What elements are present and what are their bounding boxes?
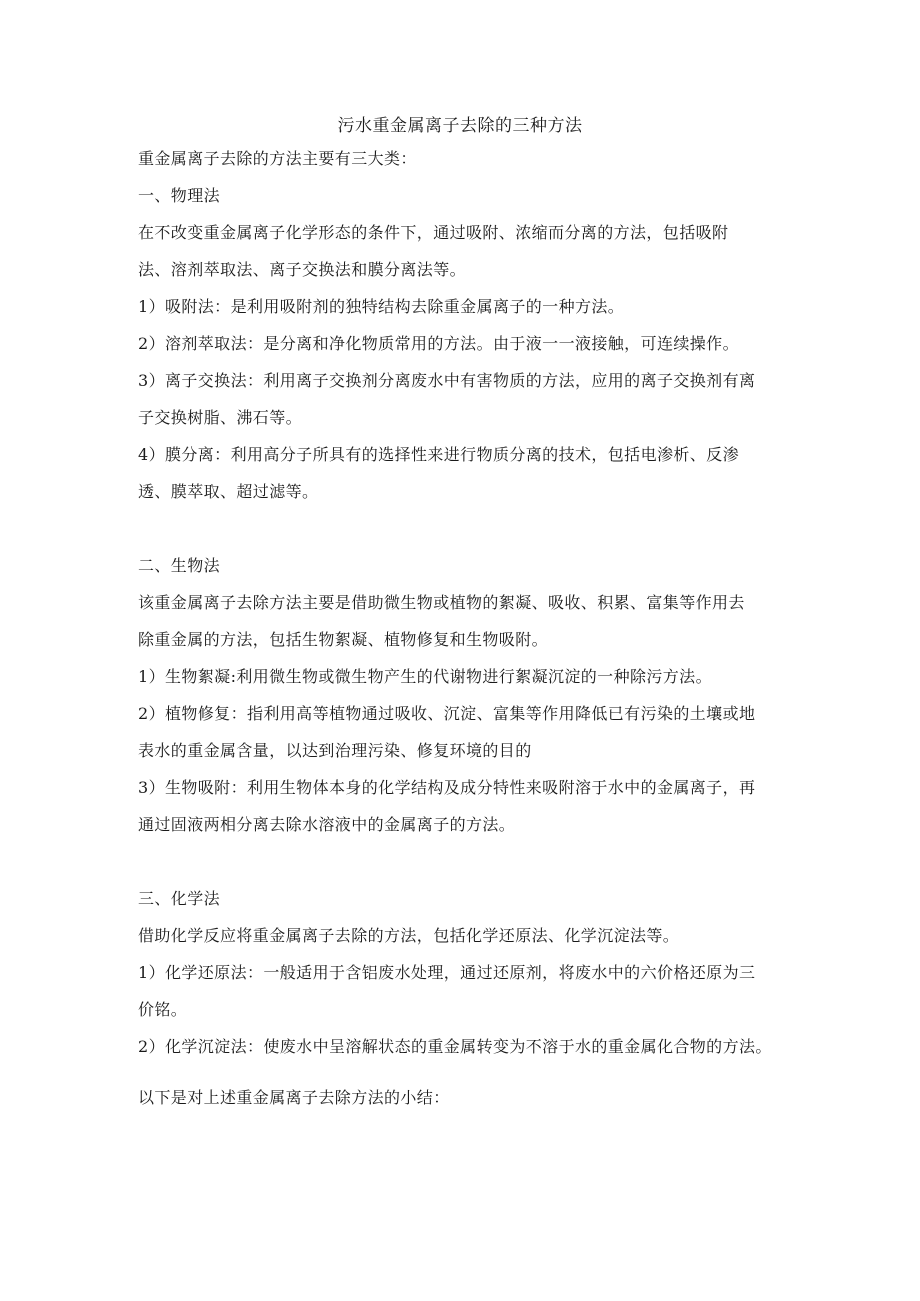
list-item: 3）生物吸附：利用生物体本身的化学结构及成分特性来吸附溶于水中的金属离子，再	[138, 778, 756, 797]
list-item: 1）吸附法：是利用吸附剂的独特结构去除重金属离子的一种方法。	[138, 297, 625, 316]
section-desc-line: 除重金属的方法，包括生物絮凝、植物修复和生物吸附。	[138, 630, 549, 649]
list-item: 3）离子交换法：利用离子交换剂分离废水中有害物质的方法，应用的离子交换剂有离	[138, 371, 756, 390]
intro-text: 重金属离子去除的方法主要有三大类：	[138, 149, 417, 168]
section-desc-line: 法、溶剂萃取法、离子交换法和膜分离法等。	[138, 260, 467, 279]
section-heading-biological: 二、生物法	[138, 556, 221, 575]
list-item: 4）膜分离：利用高分子所具有的选择性来进行物质分离的技术，包括电渗析、反渗	[138, 445, 739, 464]
list-item: 2）植物修复：指利用高等植物通过吸收、沉淀、富集等作用降低已有污染的土壤或地	[138, 704, 756, 723]
section-desc-line: 在不改变重金属离子化学形态的条件下，通过吸附、浓缩而分离的方法，包括吸附	[138, 223, 729, 242]
list-item: 1）化学还原法：一般适用于含铝废水处理，通过还原剂，将废水中的六价格还原为三	[138, 963, 756, 982]
section-heading-physical: 一、物理法	[138, 186, 221, 205]
section-heading-chemical: 三、化学法	[138, 889, 221, 908]
list-item-continuation: 价铭。	[138, 1000, 188, 1019]
list-item: 2）化学沉淀法：使废水中呈溶解状态的重金属转变为不溶于水的重金属化合物的方法。	[138, 1037, 772, 1056]
section-desc-line: 借助化学反应将重金属离子去除的方法，包括化学还原法、化学沉淀法等。	[138, 926, 680, 945]
document-title: 污水重金属离子去除的三种方法	[337, 116, 583, 136]
summary-text: 以下是对上述重金属离子去除方法的小结：	[138, 1088, 450, 1107]
list-item: 1）生物絮凝:利用微生物或微生物产生的代谢物进行絮凝沉淀的一种除污方法。	[138, 667, 712, 686]
list-item-continuation: 透、膜萃取、超过滤等。	[138, 482, 319, 501]
list-item-continuation: 表水的重金属含量，以达到治理污染、修复环境的目的	[138, 741, 532, 760]
section-desc-line: 该重金属离子去除方法主要是借助微生物或植物的絮凝、吸收、积累、富集等作用去	[138, 593, 745, 612]
list-item: 2）溶剂萃取法：是分离和净化物质常用的方法。由于液一一液接触，可连续操作。	[138, 334, 739, 353]
list-item-continuation: 子交换树脂、沸石等。	[138, 408, 303, 427]
list-item-continuation: 通过固液两相分离去除水溶液中的金属离子的方法。	[138, 815, 516, 834]
